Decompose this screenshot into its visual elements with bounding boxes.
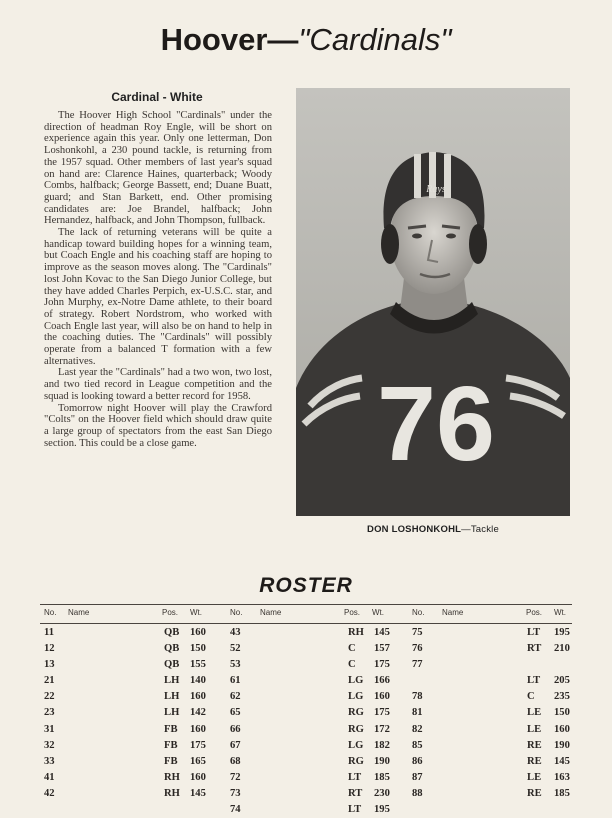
player-position: RE <box>527 787 542 799</box>
roster-row <box>412 689 572 705</box>
player-number: 43 <box>230 627 241 638</box>
player-weight: 150 <box>190 643 206 655</box>
roster-row <box>412 770 572 786</box>
photo-caption <box>296 524 570 535</box>
player-position: LT <box>348 771 362 783</box>
player-position: FB <box>164 723 178 735</box>
player-weight: 160 <box>190 691 206 703</box>
player-position: RT <box>527 643 542 655</box>
player-number: 75 <box>412 627 423 638</box>
player-number: 76 <box>412 643 423 655</box>
caption-player-name: DON LOSHONKOHL <box>367 524 462 535</box>
player-weight: 165 <box>190 755 206 767</box>
player-position: FB <box>164 755 178 767</box>
player-number: 68 <box>230 755 241 767</box>
player-number: 67 <box>230 739 241 751</box>
player-number: 33 <box>44 755 55 767</box>
helmet-script: Rays <box>426 184 446 195</box>
player-weight: 210 <box>554 643 570 655</box>
roster-row <box>230 802 394 818</box>
player-position: LE <box>527 771 542 783</box>
roster-row <box>230 738 394 754</box>
player-weight: 175 <box>190 739 206 751</box>
story-paragraph: Tomorrow night Hoover will play the Crawford "Colts" on the Hoover field which should draw quite a large group of spectators from the east San Diego section. This could be a close game. <box>44 402 272 449</box>
header-pos: Pos. <box>344 608 361 617</box>
roster-row <box>230 625 394 641</box>
roster-header <box>412 608 572 625</box>
player-number: 23 <box>44 707 55 719</box>
player-position: LG <box>348 675 364 687</box>
roster-row <box>44 786 212 802</box>
player-position: RE <box>527 755 542 767</box>
player-position: LE <box>527 707 542 719</box>
player-weight: 160 <box>190 627 206 638</box>
roster-row <box>44 754 212 770</box>
player-position: C <box>527 691 535 703</box>
player-photo <box>296 88 570 516</box>
caption-position: —Tackle <box>461 524 499 535</box>
roster-row <box>44 657 212 673</box>
header-name: Name <box>260 608 282 617</box>
roster-top-rule <box>40 604 572 605</box>
player-weight: 155 <box>190 659 206 671</box>
school-name: Hoover <box>160 22 268 57</box>
player-weight: 195 <box>374 804 390 816</box>
team-name: "Cardinals" <box>298 22 452 57</box>
roster-column-1 <box>44 608 212 802</box>
player-position: LH <box>164 707 180 719</box>
roster-row <box>230 770 394 786</box>
player-position: RG <box>348 755 364 767</box>
player-weight: 166 <box>374 675 390 687</box>
roster-row <box>44 641 212 657</box>
player-position: LT <box>527 675 541 687</box>
title-dash: — <box>267 22 299 57</box>
player-position: C <box>348 643 356 655</box>
player-number: 72 <box>230 771 241 783</box>
player-number: 52 <box>230 643 241 655</box>
player-position: FB <box>164 739 178 751</box>
player-position: RH <box>164 787 180 799</box>
player-number: 65 <box>230 707 241 719</box>
header-wt: Wt. <box>554 608 566 617</box>
school-colors: Cardinal - White <box>111 90 203 104</box>
player-number: 32 <box>44 739 55 751</box>
header-name: Name <box>68 608 90 617</box>
jersey-number: 76 <box>377 365 495 483</box>
player-number: 22 <box>44 691 55 703</box>
roster-row <box>412 641 572 657</box>
player-position: RT <box>348 787 363 799</box>
roster-row <box>230 657 394 673</box>
player-weight: 145 <box>554 755 570 767</box>
player-number: 12 <box>44 643 55 655</box>
roster-row <box>44 673 212 689</box>
player-weight: 160 <box>554 723 570 735</box>
player-weight: 190 <box>374 755 390 767</box>
player-number: 78 <box>412 691 423 703</box>
player-weight: 145 <box>374 627 390 638</box>
player-weight: 175 <box>374 707 390 719</box>
roster-row <box>44 738 212 754</box>
roster-row <box>412 722 572 738</box>
roster-header <box>230 608 394 625</box>
player-weight: 157 <box>374 643 390 655</box>
roster-row <box>412 673 572 689</box>
player-position: LE <box>527 723 542 735</box>
player-position: RE <box>527 739 542 751</box>
player-weight: 195 <box>554 627 570 638</box>
page-title <box>0 22 612 58</box>
player-weight: 142 <box>190 707 206 719</box>
player-number: 66 <box>230 723 241 735</box>
player-weight: 160 <box>190 771 206 783</box>
player-weight: 160 <box>190 723 206 735</box>
player-weight: 160 <box>374 691 390 703</box>
player-weight: 145 <box>190 787 206 799</box>
roster-title: ROSTER <box>259 574 353 597</box>
header-no: No. <box>412 608 425 617</box>
roster-row <box>412 754 572 770</box>
player-number: 21 <box>44 675 55 687</box>
player-number: 82 <box>412 723 423 735</box>
player-number: 77 <box>412 659 423 671</box>
roster-row <box>230 754 394 770</box>
story-paragraph: Last year the "Cardinals" had a two won, two lost, and two tied record in League competition and the squad is looking toward a better record for 1958. <box>44 367 272 402</box>
roster-header <box>44 608 212 625</box>
player-number: 61 <box>230 675 241 687</box>
player-position: LH <box>164 691 180 703</box>
player-position: LG <box>348 691 364 703</box>
player-number: 31 <box>44 723 55 735</box>
player-position: RG <box>348 707 364 719</box>
player-weight: 163 <box>554 771 570 783</box>
roster-row <box>412 625 572 641</box>
roster-row <box>412 786 572 802</box>
player-number: 41 <box>44 771 55 783</box>
player-weight: 185 <box>374 771 390 783</box>
header-wt: Wt. <box>190 608 202 617</box>
roster-row <box>44 625 212 641</box>
player-number: 87 <box>412 771 423 783</box>
player-position: RH <box>348 627 364 638</box>
player-number: 13 <box>44 659 55 671</box>
roster-row <box>230 722 394 738</box>
roster-row <box>230 673 394 689</box>
player-position: QB <box>164 643 180 655</box>
team-story <box>44 110 272 449</box>
player-position: LG <box>348 739 364 751</box>
player-weight: 230 <box>374 787 390 799</box>
header-pos: Pos. <box>526 608 543 617</box>
player-position: RG <box>348 723 364 735</box>
player-weight: 185 <box>554 787 570 799</box>
player-weight: 140 <box>190 675 206 687</box>
player-weight: 235 <box>554 691 570 703</box>
roster-row <box>44 770 212 786</box>
player-position: LH <box>164 675 180 687</box>
player-position: C <box>348 659 356 671</box>
player-weight: 150 <box>554 707 570 719</box>
player-number: 53 <box>230 659 241 671</box>
player-number: 42 <box>44 787 55 799</box>
player-number: 62 <box>230 691 241 703</box>
roster-row <box>44 722 212 738</box>
story-paragraph: The Hoover High School "Cardinals" under the direction of headman Roy Engle, will be short on experience again this year. Only one letterman, Don Loshonkohl, a 230 pound tackle, is returning from the 1957 squad. Other members of last year's squad on hand are: Clarence Haines, quarterback; Woody Combs, halfback; George Bassett, end; Duane Buatt, guard; and Stan Barkett, end. Other promising candidates are: Joe Brandel, halfback; John Hernandez, halfback, and John Thompson, fullback. <box>44 110 272 227</box>
player-position: QB <box>164 659 180 671</box>
roster-column-2 <box>230 608 394 818</box>
player-position: QB <box>164 627 180 638</box>
roster-row <box>230 689 394 705</box>
roster-row <box>230 705 394 721</box>
roster-row <box>44 705 212 721</box>
player-position: LT <box>348 804 362 816</box>
roster-row <box>412 705 572 721</box>
header-pos: Pos. <box>162 608 179 617</box>
player-weight: 182 <box>374 739 390 751</box>
player-weight: 175 <box>374 659 390 671</box>
player-position: LT <box>527 627 541 638</box>
player-weight: 205 <box>554 675 570 687</box>
header-no: No. <box>44 608 57 617</box>
player-number: 74 <box>230 804 241 816</box>
player-number: 11 <box>44 627 55 638</box>
player-photo-illustration <box>296 88 570 516</box>
player-weight: 172 <box>374 723 390 735</box>
story-paragraph: The lack of returning veterans will be quite a handicap toward building hopes for a winning team, but Coach Engle and his coaching staff are hoping to improve as the season moves along. The "Cardinals" lost John Kovac to the San Diego Junior College, but they have added Charles Perpich, ex-U.S.C. star, and John Murphy, ex-Notre Dame athlete, to their board of strategy. Robert Nordstrom, who worked with Coach Engle last year, will also be on hand to help in the coaching duties. The "Cardinals" will possibly operate from a balanced T formation with a few alternatives. <box>44 227 272 367</box>
header-no: No. <box>230 608 243 617</box>
roster-column-3 <box>412 608 572 802</box>
player-number: 86 <box>412 755 423 767</box>
player-number: 85 <box>412 739 423 751</box>
player-number: 73 <box>230 787 241 799</box>
roster-row <box>412 738 572 754</box>
roster-row <box>412 657 572 673</box>
roster-row <box>230 641 394 657</box>
header-name: Name <box>442 608 464 617</box>
roster-row <box>44 689 212 705</box>
player-number: 81 <box>412 707 423 719</box>
player-weight: 190 <box>554 739 570 751</box>
player-number: 88 <box>412 787 423 799</box>
header-wt: Wt. <box>372 608 384 617</box>
roster-row <box>230 786 394 802</box>
player-position: RH <box>164 771 180 783</box>
